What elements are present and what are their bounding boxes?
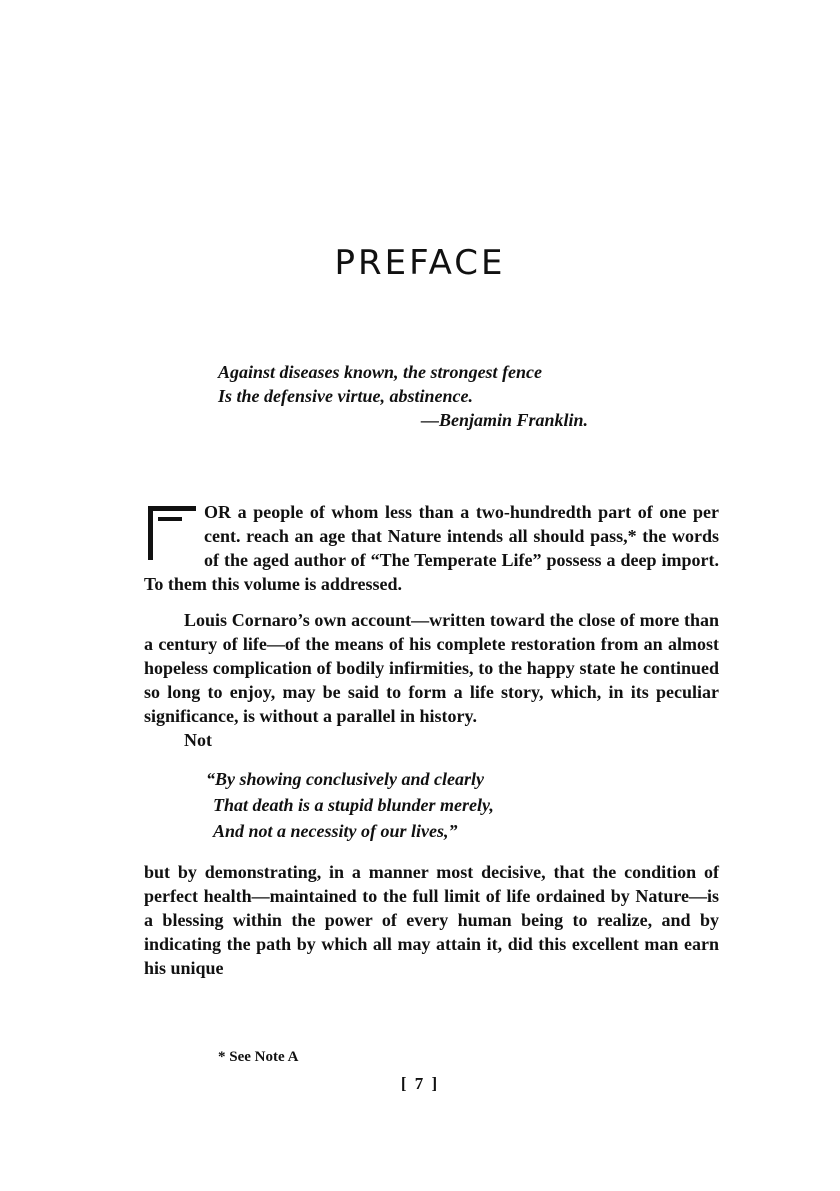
epigraph-line: Is the defensive virtue, abstinence.	[218, 386, 473, 406]
page-number: [ 7 ]	[400, 1074, 440, 1093]
verse-line: That death is a stupid blunder merely,	[213, 795, 494, 815]
epigraph-line: Against diseases known, the strongest fence	[218, 362, 543, 382]
verse-line: “By showing conclusively and clearly	[206, 769, 484, 789]
page-title: PREFACE	[334, 243, 506, 283]
epigraph-attribution: —Benjamin Franklin.	[421, 410, 589, 430]
paragraph-4: but by demonstrating, in a manner most decisive, that the condition of perfect health—maintained to the full limit of life ordained by Nature—is a blessing within the power of every human being to realize, and by indicating the path by which all may attain it, did this excellent man earn his unique	[144, 862, 719, 978]
body-text	[144, 500, 719, 980]
drop-cap-f	[144, 504, 198, 566]
verse-quote	[206, 766, 719, 844]
paragraph-3: Not	[184, 730, 212, 750]
verse-line: And not a necessity of our lives,”	[213, 821, 458, 841]
epigraph	[218, 360, 658, 432]
paragraph-1-text: OR a people of whom less than a two-hundredth part of one per cent. reach an age that Nature intends all should pass,* the words of the aged author of “The Temperate Life” possess a deep import. To them this volume is addressed.	[144, 502, 719, 594]
paragraph-2: Louis Cornaro’s own account—written toward the close of more than a century of life—of the means of his complete restoration from an almost hopeless complication of bodily infirmities, to the happy state he continued so long to enjoy, may be said to form a life story, which, in its peculiar significance, is without a parallel in history.	[144, 610, 719, 726]
footnote: * See Note A	[218, 1049, 299, 1065]
paragraph-1	[144, 500, 719, 596]
